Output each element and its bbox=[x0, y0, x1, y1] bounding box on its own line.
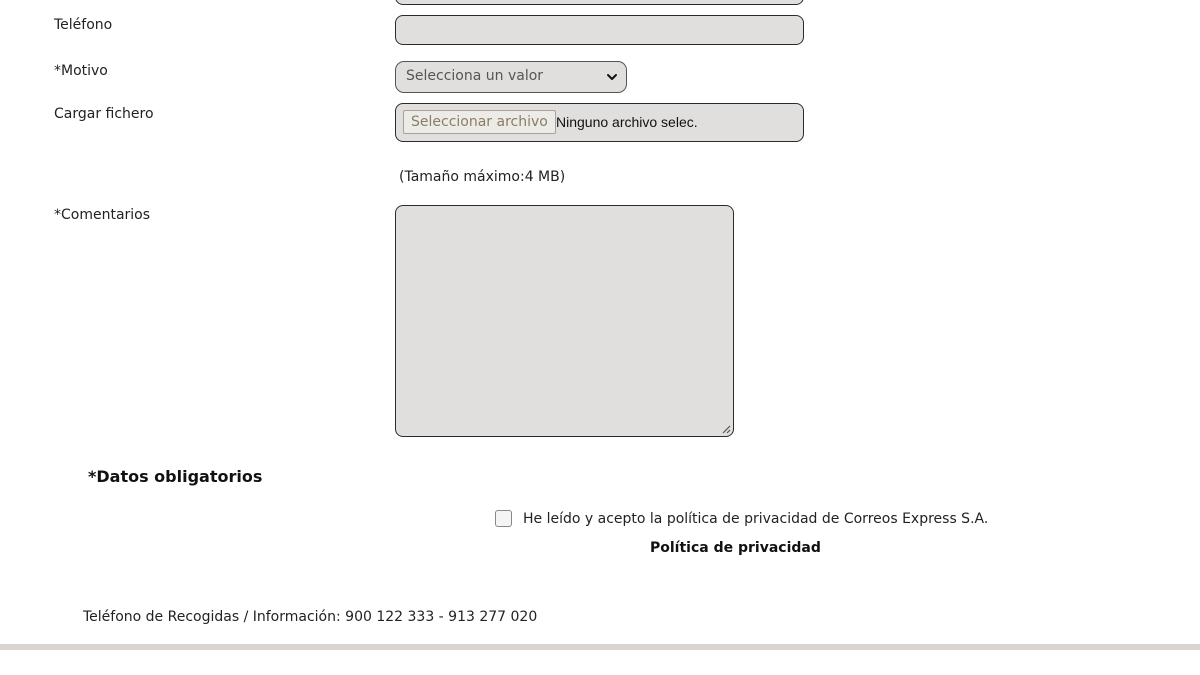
footer-divider bbox=[0, 644, 1200, 650]
select-file-button[interactable]: Seleccionar archivo bbox=[403, 110, 556, 134]
reason-select-value: Selecciona un valor bbox=[406, 68, 544, 84]
phone-label: Teléfono bbox=[54, 17, 113, 33]
reason-select[interactable] bbox=[395, 61, 627, 93]
reason-label: *Motivo bbox=[54, 63, 108, 79]
file-upload-field[interactable] bbox=[395, 103, 804, 142]
previous-input-field[interactable] bbox=[395, 0, 804, 5]
file-status-text: Ninguno archivo selec. bbox=[556, 114, 698, 130]
privacy-policy-link[interactable]: Política de privacidad bbox=[650, 540, 821, 556]
file-size-note: (Tamaño máximo:4 MB) bbox=[399, 169, 566, 185]
file-label: Cargar fichero bbox=[54, 106, 154, 122]
footer-phone-info: Teléfono de Recogidas / Información: 900 122 333 - 913 277 020 bbox=[83, 609, 538, 625]
phone-input[interactable] bbox=[395, 15, 804, 45]
privacy-consent-checkbox[interactable] bbox=[495, 510, 512, 527]
chevron-down-icon bbox=[606, 71, 618, 83]
resize-grip-icon[interactable] bbox=[722, 425, 731, 434]
privacy-consent-text: He leído y acepto la política de privacidad de Correos Express S.A. bbox=[523, 511, 989, 527]
required-fields-note: *Datos obligatorios bbox=[88, 467, 263, 486]
comments-textarea[interactable] bbox=[395, 205, 734, 437]
comments-label: *Comentarios bbox=[54, 207, 151, 223]
